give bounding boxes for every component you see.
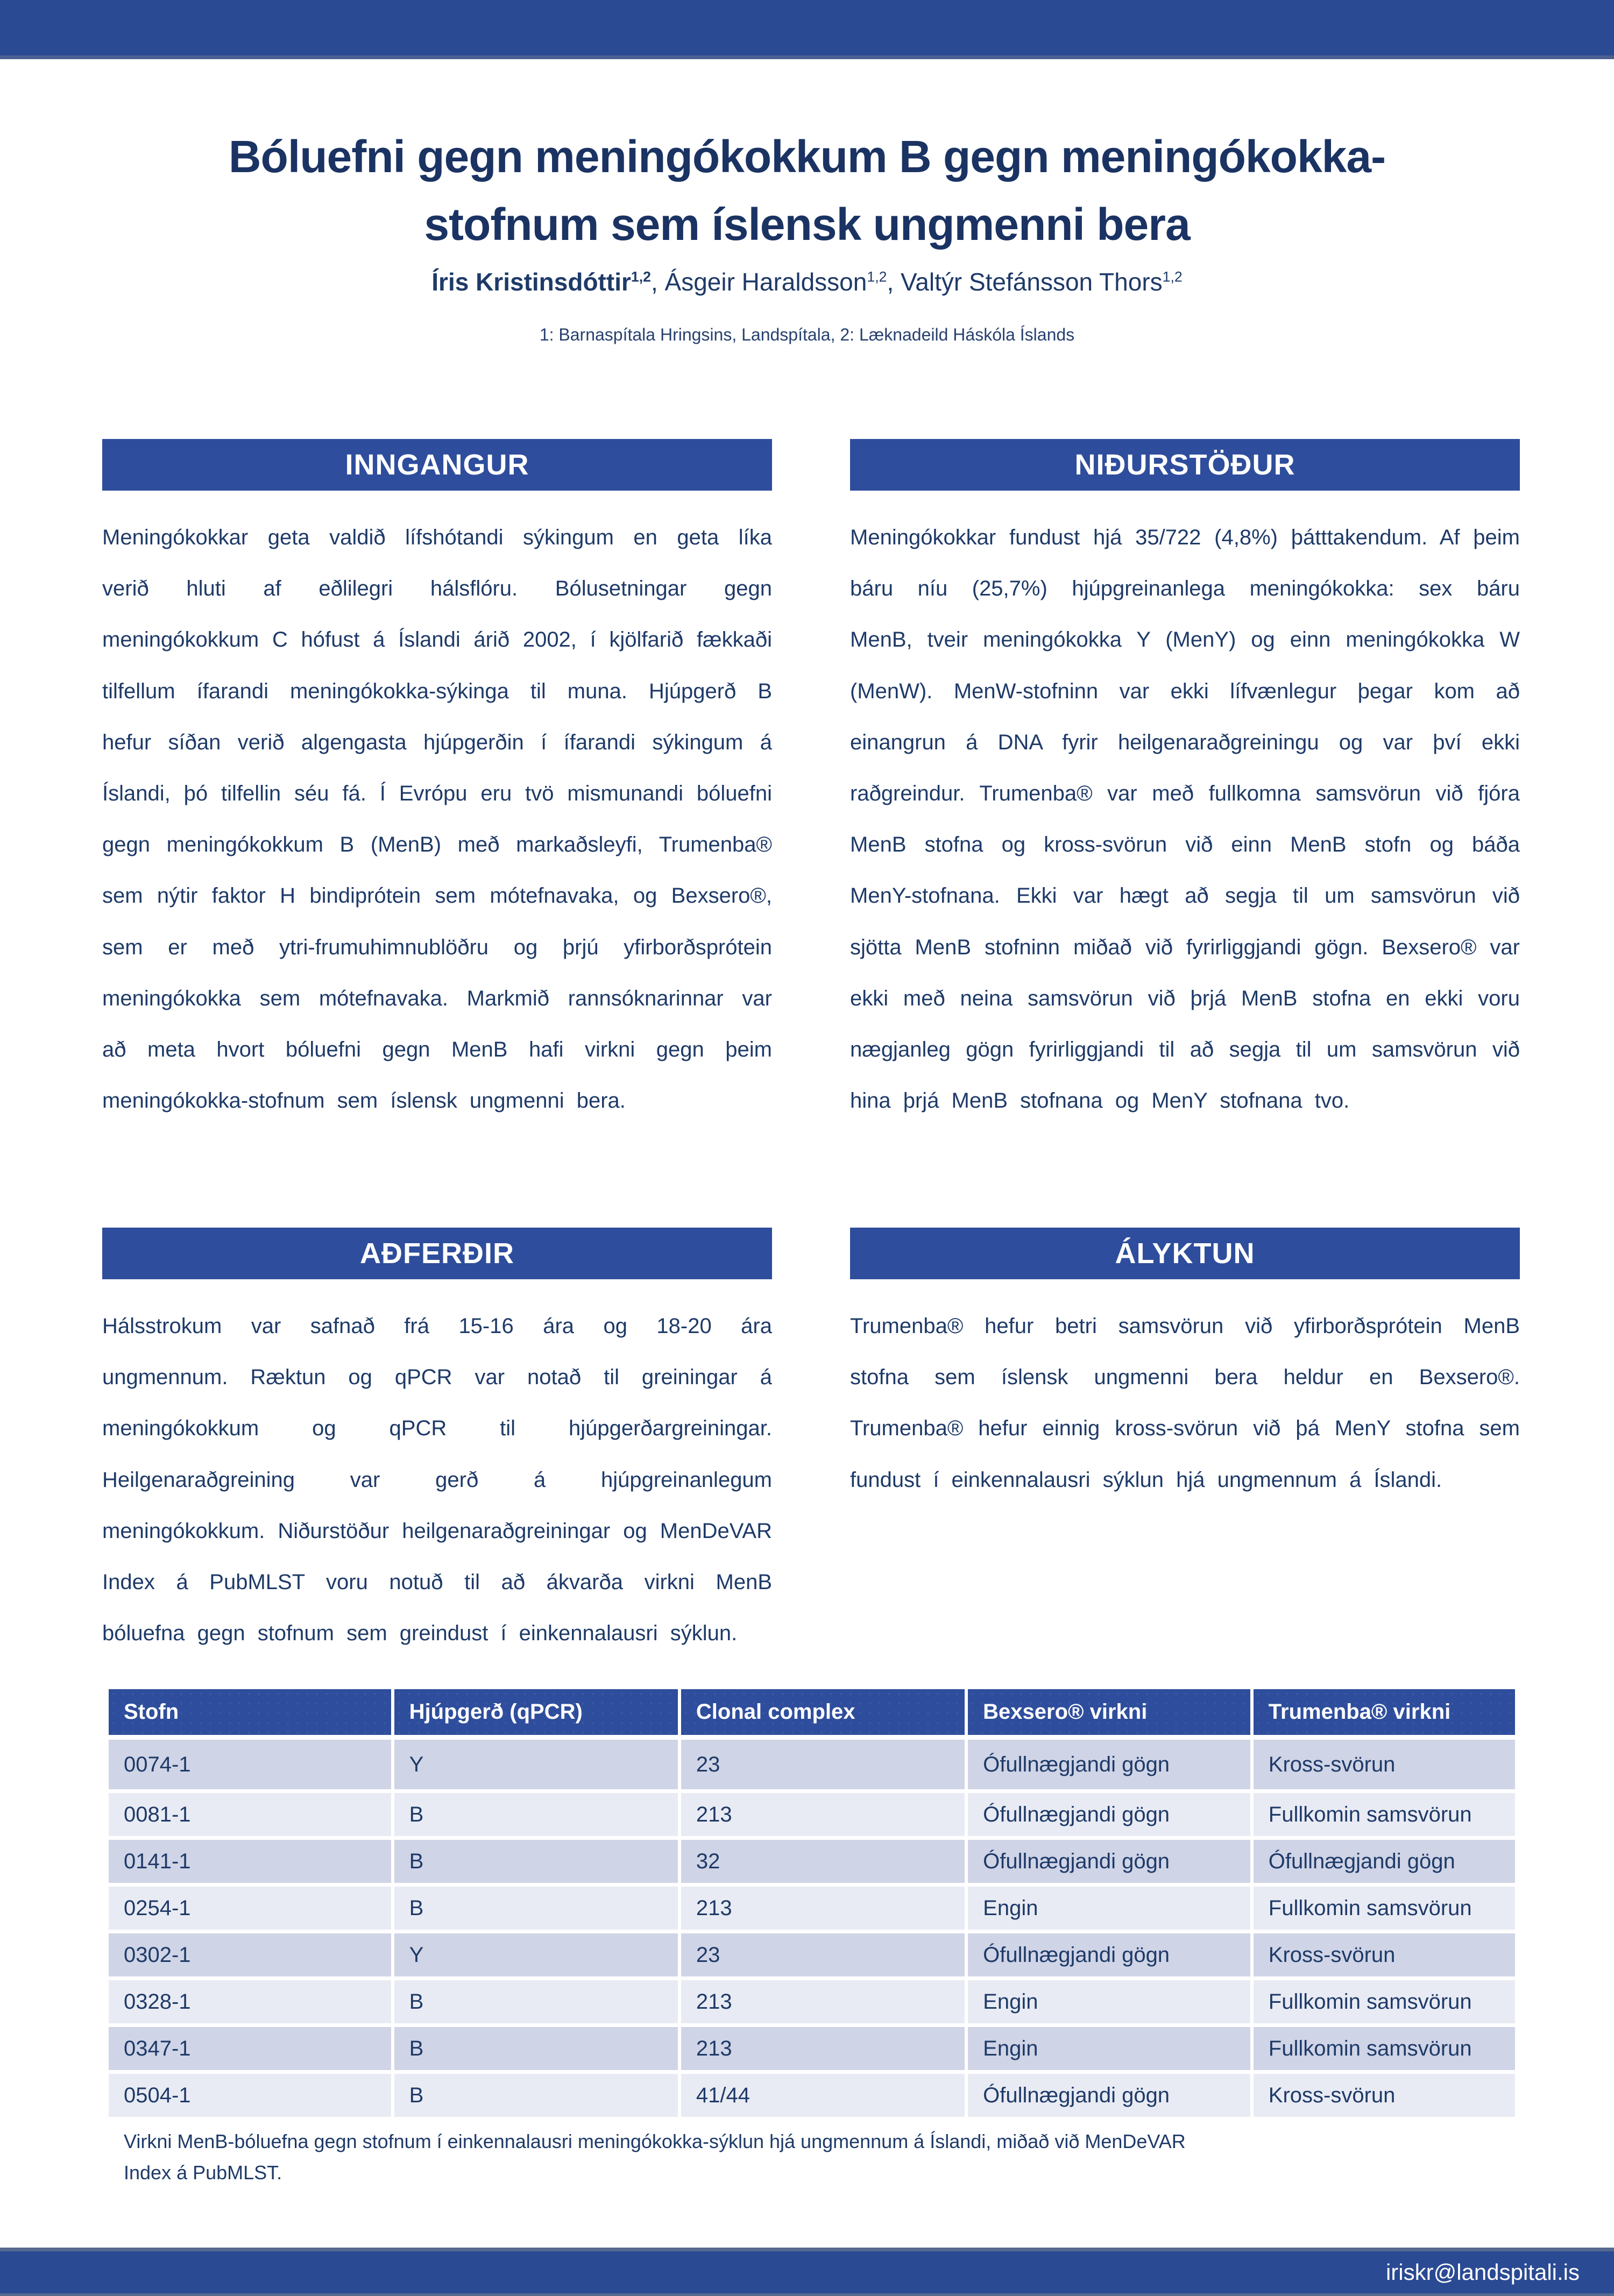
cell-trumenba-virkni: Fullkomin samsvörun: [1254, 1980, 1515, 2027]
poster-title-line-2: stofnum sem íslensk ungmenni bera: [424, 199, 1190, 250]
cell-trumenba-virkni: Kross-svörun: [1254, 2074, 1515, 2121]
section-header-inngangur: INNGANGUR: [102, 439, 772, 491]
cell-trumenba-virkni: Kross-svörun: [1254, 1933, 1515, 1980]
section-header-adferdir: AÐFERÐIR: [102, 1228, 772, 1279]
cell-bexsero-virkni: Engin: [968, 1887, 1254, 1933]
lead-author-name: Íris Kristinsdóttir: [431, 268, 631, 296]
table-row: [109, 2027, 1515, 2074]
cell-trumenba-virkni: Fullkomin samsvörun: [1254, 2027, 1515, 2074]
section-nidurstodur: [850, 439, 1520, 1126]
cell-bexsero-virkni: Engin: [968, 2027, 1254, 2074]
cell-bexsero-virkni: Ófullnægjandi gögn: [968, 1933, 1254, 1980]
table-row: [109, 1840, 1515, 1887]
col-header-bexsero-virkni: Bexsero® virkni: [968, 1689, 1254, 1740]
section-body-adferdir: Hálsstrokum var safnað frá 15-16 ára og 18-20 ára ungmennum. Ræktun og qPCR var notað til greiningar á meningókokkum og qPCR til hjúpgerðargreiningar. Heilgenaraðgreining var gerð á hjúpgreinanlegum meningókokkum. Niðurstöður heilgenaraðgreiningar og MenDeVAR Index á PubMLST voru notuð til að ákvarða virkni MenB bóluefna gegn stofnum sem greindust í einkennalausri sýklun.: [102, 1314, 772, 1646]
col-header-clonal-complex: Clonal complex: [681, 1689, 968, 1740]
author-2-superscript: 1,2: [867, 268, 887, 285]
contact-email: iriskr@landspitali.is: [1385, 2259, 1580, 2285]
table-header-row: [109, 1689, 1515, 1740]
footer-bar: [0, 2248, 1614, 2296]
cell-stofn: 0081-1: [109, 1793, 394, 1840]
section-alyktun: [850, 1228, 1520, 1506]
author-2-name: , Ásgeir Haraldsson: [650, 268, 867, 296]
section-inngangur: [102, 439, 772, 1126]
authors-line: [54, 265, 1560, 299]
table-row: [109, 1887, 1515, 1933]
cell-stofn: 0328-1: [109, 1980, 394, 2027]
cell-hjupgerd: B: [394, 1840, 681, 1887]
cell-trumenba-virkni: Fullkomin samsvörun: [1254, 1887, 1515, 1933]
cell-clonal-complex: 23: [681, 1740, 968, 1793]
table-row: [109, 1793, 1515, 1840]
cell-clonal-complex: 213: [681, 1793, 968, 1840]
author-3-name: , Valtýr Stefánsson Thors: [887, 268, 1163, 296]
section-body-inngangur: Meningókokkar geta valdið lífshótandi sýkingum en geta líka verið hluti af eðlilegri hálsflóru. Bólusetningar gegn meningókokkum C hófust á Íslandi árið 2002, í kjölfarið fækkaði tilfellum ífarandi meningókokka-sýkinga til muna. Hjúpgerð B hefur síðan verið algengasta hjúpgerðin í ífarandi sýkingum á Íslandi, þó tilfellin séu fá. Í Evrópu eru tvö mismunandi bóluefni gegn meningókokkum B (MenB) með markaðsleyfi, Trumenba® sem nýtir faktor H bindiprótein sem mótefnavaka, og Bexsero®, sem er með ytri-frumuhimnublöðru og þrjú yfirborðsprótein meningókokka sem mótefnavaka. Markmið rannsóknarinnar var að meta hvort bóluefni gegn MenB hafi virkni gegn þeim meningókokka-stofnum sem íslensk ungmenni bera.: [102, 526, 772, 1113]
section-adferdir: [102, 1228, 772, 1659]
table-row: [109, 1740, 1515, 1793]
results-table: [109, 1689, 1515, 2121]
section-body-alyktun: Trumenba® hefur betri samsvörun við yfirborðsprótein MenB stofna sem íslensk ungmenni bera heldur en Bexsero®. Trumenba® hefur einnig kross-svörun við þá MenY stofna sem fundust í einkennalausri sýklun hjá ungmennum á Íslandi.: [850, 1314, 1520, 1492]
section-body-nidurstodur: Meningókokkar fundust hjá 35/722 (4,8%) þátttakendum. Af þeim báru níu (25,7%) hjúpgreinanlega meningókokka: sex báru MenB, tveir meningókokka Y (MenY) og einn meningókokka W (MenW). MenW-stofninn var ekki lífvænlegur þegar kom að einangrun á DNA fyrir heilgenaraðgreiningu og var því ekki raðgreindur. Trumenba® var með fullkomna samsvörun við fjóra MenB stofna og kross-svörun við einn MenB stofn og báða MenY-stofnana. Ekki var hægt að segja til um samsvörun við sjötta MenB stofninn miðað við fyrirliggjandi gögn. Bexsero® var ekki með neina samsvörun við þrjá MenB stofna en ekki voru nægjanleg gögn fyrirliggjandi til að segja til um samsvörun við hina þrjá MenB stofnana og MenY stofnana tvo.: [850, 526, 1520, 1113]
author-3-superscript: 1,2: [1162, 268, 1183, 285]
cell-hjupgerd: B: [394, 2074, 681, 2121]
cell-trumenba-virkni: Ófullnægjandi gögn: [1254, 1840, 1515, 1887]
table-caption: Virkni MenB-bóluefna gegn stofnum í einkennalausri meningókokka-sýklun hjá ungmennum á Íslandi, miðað við MenDeVAR Index á PubMLST.: [124, 2130, 1186, 2184]
cell-hjupgerd: Y: [394, 1933, 681, 1980]
table-row: [109, 2074, 1515, 2121]
cell-clonal-complex: 213: [681, 1887, 968, 1933]
col-header-trumenba-virkni: Trumenba® virkni: [1254, 1689, 1515, 1740]
cell-clonal-complex: 23: [681, 1933, 968, 1980]
cell-bexsero-virkni: Ófullnægjandi gögn: [968, 2074, 1254, 2121]
cell-bexsero-virkni: Engin: [968, 1980, 1254, 2027]
section-header-nidurstodur: NIÐURSTÖÐUR: [850, 439, 1520, 491]
cell-bexsero-virkni: Ófullnægjandi gögn: [968, 1840, 1254, 1887]
cell-hjupgerd: Y: [394, 1740, 681, 1793]
poster-title-line-1: Bóluefni gegn meningókokkum B gegn meningókokka-: [228, 131, 1386, 182]
cell-trumenba-virkni: Fullkomin samsvörun: [1254, 1793, 1515, 1840]
cell-clonal-complex: 41/44: [681, 2074, 968, 2121]
cell-hjupgerd: B: [394, 1793, 681, 1840]
table-row: [109, 1980, 1515, 2027]
cell-bexsero-virkni: Ófullnægjandi gögn: [968, 1740, 1254, 1793]
cell-stofn: 0302-1: [109, 1933, 394, 1980]
table-row: [109, 1933, 1515, 1980]
poster-title: [54, 123, 1560, 258]
cell-stofn: 0141-1: [109, 1840, 394, 1887]
lead-author: [431, 268, 651, 296]
cell-stofn: 0504-1: [109, 2074, 394, 2121]
col-header-stofn: Stofn: [109, 1689, 394, 1740]
cell-trumenba-virkni: Kross-svörun: [1254, 1740, 1515, 1793]
top-banner-bar: [0, 0, 1614, 59]
cell-stofn: 0074-1: [109, 1740, 394, 1793]
cell-stofn: 0254-1: [109, 1887, 394, 1933]
cell-hjupgerd: B: [394, 1980, 681, 2027]
affiliations-line: 1: Barnaspítala Hringsins, Landspítala, 2: Læknadeild Háskóla Íslands: [539, 325, 1075, 344]
cell-bexsero-virkni: Ófullnægjandi gögn: [968, 1793, 1254, 1840]
cell-clonal-complex: 32: [681, 1840, 968, 1887]
lead-author-superscript: 1,2: [631, 268, 651, 285]
cell-clonal-complex: 213: [681, 1980, 968, 2027]
col-header-hjupgerd: Hjúpgerð (qPCR): [394, 1689, 681, 1740]
cell-clonal-complex: 213: [681, 2027, 968, 2074]
section-header-alyktun: ÁLYKTUN: [850, 1228, 1520, 1279]
cell-stofn: 0347-1: [109, 2027, 394, 2074]
cell-hjupgerd: B: [394, 2027, 681, 2074]
cell-hjupgerd: B: [394, 1887, 681, 1933]
